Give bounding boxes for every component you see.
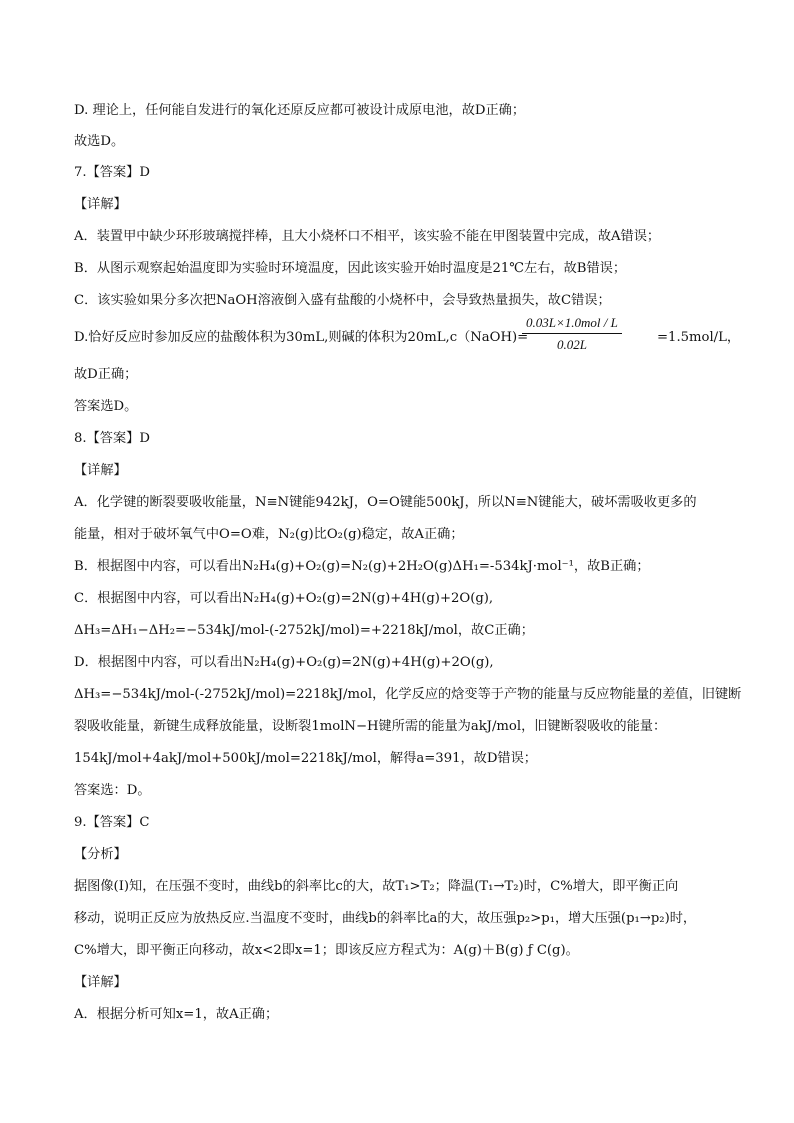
q9-option-a: A．根据分析可知x=1，故A正确；	[74, 1007, 279, 1022]
q7-option-a: A．装置甲中缺少环形玻璃搅拌棒，且大小烧杯口不相平，该实验不能在甲图装置中完成，故A错误；	[74, 229, 661, 244]
q7-option-b: B．从图示观察起始温度即为实验时环境温度，因此该实验开始时温度是21℃左右，故B错误；	[74, 261, 627, 276]
q9-analysis-heading: 【分析】	[74, 847, 127, 862]
q7-answer-select: 答案选D。	[74, 399, 138, 414]
q8-option-b: B．根据图中内容，可以看出N₂H₄(g)+O₂(g)=N₂(g)+2H₂O(g)ΔH₁=-534kJ·mol⁻¹，故B正确；	[74, 559, 650, 574]
q7-option-c: C．该实验如果分多次把NaOH溶液倒入盛有盐酸的小烧杯中，会导致热量损失，故C错误；	[74, 293, 611, 308]
q8-option-c-line2: ΔH₃=ΔH₁−ΔH₂=−534kJ/mol-(-2752kJ/mol)=+2218kJ/mol，故C正确；	[74, 623, 534, 638]
q8-option-d-line4: 154kJ/mol+4akJ/mol+500kJ/mol=2218kJ/mol，解得a=391，故D错误；	[74, 751, 537, 766]
line-answer-choice: 故选D。	[74, 134, 125, 149]
q7-answer: 7.【答案】D	[74, 165, 150, 180]
q8-option-c-line1: C．根据图中内容，可以看出N₂H₄(g)+O₂(g)=2N(g)+4H(g)+2O(g),	[74, 591, 494, 606]
q8-answer-select: 答案选：D。	[74, 783, 151, 798]
q7-detail-heading: 【详解】	[74, 197, 127, 212]
line-d-conclusion: D. 理论上，任何能自发进行的氧化还原反应都可被设计成原电池，故D正确；	[74, 103, 526, 118]
q9-detail-heading: 【详解】	[74, 975, 127, 990]
q7-option-d-conclusion: 故D正确；	[74, 367, 138, 382]
q8-option-a-line2: 能量，相对于破坏氧气中O=O难，N₂(g)比O₂(g)稳定，故A正确；	[74, 527, 464, 542]
q8-option-a-line1: A．化学键的断裂要吸收能量，N≡N键能942kJ，O=O键能500kJ，所以N≡N键能大，破坏需吸收更多的	[74, 495, 697, 510]
q9-analysis-line3: C%增大，即平衡正向移动，故x<2即x=1；即该反应方程式为：A(g)＋B(g) ƒ C(g)。	[74, 943, 579, 958]
fraction-numerator: 0.03L×1.0mol / L	[522, 315, 622, 334]
q7-option-d-end: =1.5mol/L，	[657, 330, 741, 345]
fraction-denominator: 0.02L	[556, 337, 587, 352]
q9-analysis-line2: 移动，说明正反应为放热反应.当温度不变时，曲线b的斜率比a的大，故压强p₂>p₁，增大压强(p₁→p₂)时，	[74, 911, 697, 926]
q9-answer: 9.【答案】C	[74, 815, 150, 830]
q8-answer: 8.【答案】D	[74, 431, 150, 446]
q8-option-d-line2: ΔH₃=−534kJ/mol-(-2752kJ/mol)=2218kJ/mol，化学反应的焓变等于产物的能量与反应物能量的差值，旧键断	[74, 687, 742, 702]
q8-option-d-line3: 裂吸收能量，新键生成释放能量，设断裂1molN−H键所需的能量为akJ/mol，旧键断裂吸收的能量：	[74, 719, 667, 734]
q8-option-d-line1: D．根据图中内容，可以看出N₂H₄(g)+O₂(g)=2N(g)+4H(g)+2O(g),	[74, 655, 494, 670]
q7-option-d-start: D.恰好反应时参加反应的盐酸体积为30mL,则碱的体积为20mL,c（NaOH)=	[74, 330, 529, 345]
q8-detail-heading: 【详解】	[74, 463, 127, 478]
q7-fraction	[522, 315, 622, 353]
q9-analysis-line1: 据图像(Ⅰ)知，在压强不变时，曲线b的斜率比c的大，故T₁>T₂；降温(T₁→T₂)时，C%增大，即平衡正向	[74, 879, 679, 894]
